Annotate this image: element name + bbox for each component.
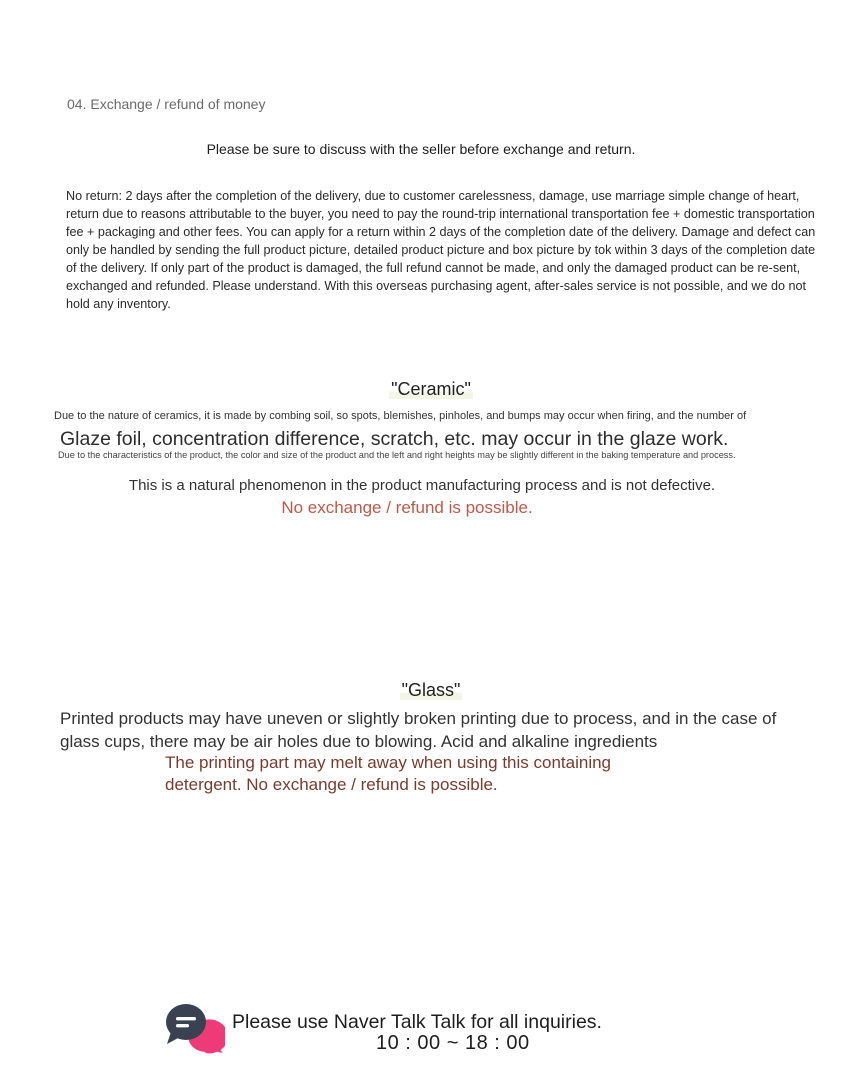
- ceramic-characteristics-note: Due to the characteristics of the product, the color and size of the product and the left and right heights may be slightly different in the baking temperature and process.: [58, 450, 736, 460]
- business-hours: 10 : 00 ~ 18 : 00: [376, 1032, 530, 1054]
- ceramic-nature-note: Due to the nature of ceramics, it is made by combing soil, so spots, blemishes, pinholes, and bumps may occur when firing, and the number of: [54, 410, 747, 422]
- inquiry-notice: Please use Naver Talk Talk for all inquiries.: [232, 1011, 602, 1033]
- chat-bubbles-icon[interactable]: [165, 1002, 225, 1054]
- ceramic-heading: [0, 379, 860, 400]
- return-policy-text: No return: 2 days after the completion of the delivery, due to customer carelessness, damage, use marriage simple change of heart, return due to reasons attributable to the buyer, you need to pay the round-trip international transportation fee + domestic transportation fee + packaging and other fees. You can apply for a return within 2 days of the completion date of the delivery. Damage and defect can only be handled by sending the full product picture, detailed product picture and box picture by tok within 3 days of the completion date of the delivery. If only part of the product is damaged, the full refund cannot be made, and only the damaged product can be re-sent, exchanged and refunded. Please understand. With this overseas purchasing agent, after-sales service is not possible, and we do not hold any inventory.: [66, 189, 816, 311]
- ceramic-glaze-note: Glaze foil, concentration difference, scratch, etc. may occur in the glaze work.: [60, 428, 729, 450]
- glass-heading: [0, 680, 860, 701]
- seller-discussion-notice: Please be sure to discuss with the seller before exchange and return.: [206, 141, 636, 157]
- section-title-exchange-refund: 04. Exchange / refund of money: [67, 96, 266, 112]
- glass-body-text: Printed products may have uneven or slightly broken printing due to process, and in the case of glass cups, there may be air holes due to blowing. Acid and alkaline ingredients: [60, 709, 777, 751]
- glass-warning-text: The printing part may melt away when using this containing detergent. No exchange / refund is possible.: [165, 753, 612, 794]
- glass-heading-text: "Glass": [401, 680, 461, 700]
- ceramic-no-refund: No exchange / refund is possible.: [281, 498, 533, 517]
- ceramic-heading-text: "Ceramic": [391, 379, 471, 399]
- ceramic-natural-phenomenon: This is a natural phenomenon in the product manufacturing process and is not defective.: [128, 477, 716, 494]
